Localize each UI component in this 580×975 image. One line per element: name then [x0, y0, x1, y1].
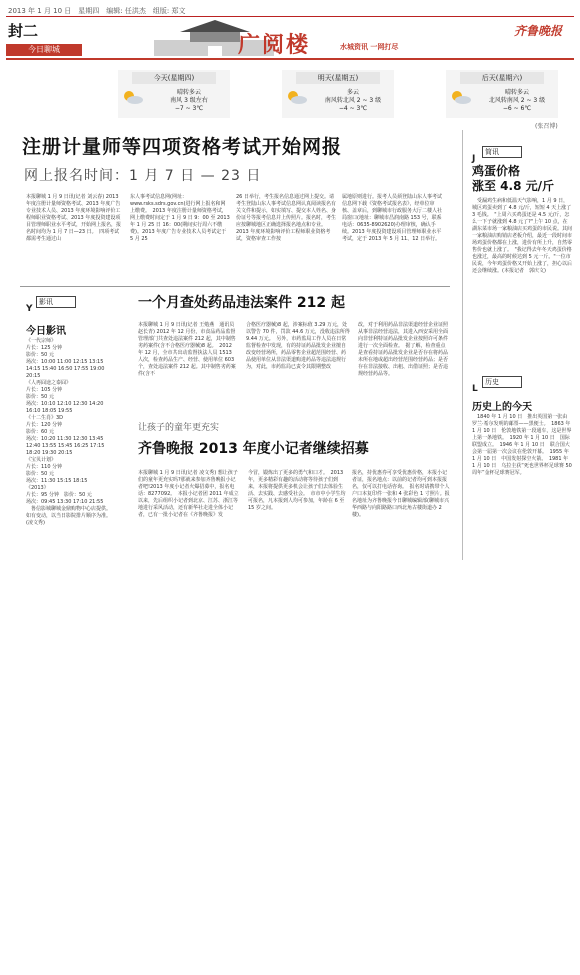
weather-tomorrow — [282, 70, 394, 118]
sun-cloud-icon — [120, 88, 144, 106]
article2-col-3: 改，对于利用药品非法渠道经营企业证照从事非法经营违法，其进入西安采用全面向非营利特证药品批发企业按照许可条件进行一次全面检查。 据了解，检查重点是查看持证药品批发企业是否存在将药品未所在地或超出经营范围经营药品；是否存在非法接收、出租、出借证照；是否违规经营药品等。 — [358, 322, 449, 377]
weather-condition: 晴转多云 — [504, 89, 529, 96]
weather-wind: 南风转北风 2 ~ 3 级 — [324, 97, 382, 104]
weather-source: (张召博) — [535, 123, 558, 130]
weather-temp: −6 ~ 6℃ — [502, 105, 532, 112]
banner-slogan: 水城资讯 一网打尽 — [340, 43, 399, 51]
section-letter: J — [472, 154, 476, 164]
article3-kicker: 让孩子的童年更充实 — [138, 423, 220, 433]
weather-today — [118, 70, 230, 118]
section-tag: 影讯 — [36, 296, 76, 308]
lead-headline: 注册计量师等四项资格考试开始网报 — [22, 136, 343, 158]
lead-col-4: 属地原则进行。报考人员须登陆山东人事考试信息网下载《资格考试报名表》，经单位审核、盖章后，到聊城市行政服务大厅二楼人社局窗口(地址：聊城市昌润南路 153 号，联系电话：0635-8902620)办理审核，确认手续。2013 年度投资建设项目管理师职业水平考试，定于 2013 年 5 月 11、12 日举行。 — [342, 194, 443, 242]
banner-title: 广阅楼 — [238, 33, 311, 58]
weather-temp: −4 ~ 3℃ — [338, 105, 368, 112]
weather-desc — [148, 89, 230, 113]
weather-day-label: 后天(星期六) — [460, 72, 544, 84]
page-info-line: 2013 年 1 月 10 日 星期四 编辑: 任洪杰 组版: 郑文 — [8, 7, 186, 15]
sun-cloud-icon — [448, 88, 472, 106]
article3-col-2: 今冒，锻炼出了更多的勇气和口才。 2013 年，更多精彩有趣的活动将等待孩子们到来，本报将提供更多机会让孩子们去体验生活、去实践、去感受社会。 市市中小学生均可报名，凡本报到人均可参加，年龄在 6 至 15 岁之间。 — [248, 470, 346, 511]
weather-condition: 晴转多云 — [176, 89, 201, 96]
section-tag: 历史 — [482, 376, 522, 388]
lead-col-1: 本报聊城 1 月 9 日讯(记者 刘云春) 2013 年度注册计量师资格考试、2013 年度广告专业技术人员、2013 年度环境影响评价工程师职业资格考试、2013 年度投资建设项目管理师职业水平考试，开始网上报名，报名时间均为 1 月 7 日—23 日。 四项考试都需考生通过山 — [26, 194, 122, 242]
article2-col-2: 合格医疗器械)8 起，涉案标值 3.29 万元，处以警告 70 件，罚款 44.6 万元，没收违法所得 9.44 万元。 另外，市药监局工作人员在日常监督检查中发现，有的持证药品批发企业擅自改变经营场所，药品零售企业超范围经营、药品使用单位从非法渠道购进药品等违法违规行为，对此，市药监局已责令其限期整改 — [246, 322, 350, 370]
history-body: 1840 年 1 月 10 日 推出英国第一张由罗兰·希尔发明的邮票——黑便士。 1863 年 1 月 10 日 伦敦地铁第一段通车，这是世界上第一条地铁。 1920 年 1 月 10 日 国际联盟成立。 1946 年 1 月 10 日 联合国大会第一届第一次会议在伦敦开幕。 1955 年 1 月 10 日 中国发射探空火箭。 1981 年 1 月 10 日 乌拉圭获“死也世界杯足球赛 50 周年”金杯足球赛冠军。 — [472, 414, 572, 476]
section-tag: 今日聊城 — [6, 44, 82, 56]
article3-col-3: 报名，持优惠券可享受优惠价格，本报小记者证，报名地点：以前的记者均可到本报报名，仅可以打电话咨询。 报名时请携带个人户口本复印件一张和 4 张彩色 1 寸照片。报名地址为齐鲁晚报今日聊城编辑部(聊城市兴华西路与向阳路路口西北角古楼街道办 2 楼)。 — [352, 470, 450, 518]
section-divider — [20, 286, 450, 287]
article3-col-1: 本报聊城 1 月 9 日讯(记者 凌文秀) 想让孩子们的童年更充实吗?那就来参加齐鲁晚报小记者吧!2013 年度小记者火爆招募中，报名电话：8277092。 本报小记者团 2011 年成立以来，先后组织小记者到北京、江苏、浙江等地进行采风活动，还有新华社走进全体小记者，已有一批小记者在《齐鲁晚报》发 — [138, 470, 239, 518]
egg-price-body: 受漏鸡生病和低温天气影响，1 月 9 日，城区鸡蛋卖到了 4.8 元/斤，短短 4 天上涨了 3 毛钱。 "上周六买鸡蛋还是 4.5 元/斤，怎么一下子就涨到 4.8 元了?"上午 10 点，在湖东菜市场一家粮油店买鸡蛋的市民说。其间一家粮油店购销店老板介绍，最近一段时间市场鸡蛋价格都在上涨，进价有所上升，自然零售价也就上涨了。 "我记得去年冬天鸡蛋价格也涨过，最高的时候达到 5 元一斤。"一位市民说，今年鸡蛋价格又开始上涨了，担心以后还会继续涨。(本报记者 郭庆文) — [472, 198, 573, 274]
page-name: 封二 — [8, 22, 39, 40]
weather-day-label: 明天(星期五) — [296, 72, 380, 84]
weather-wind: 南风 3 级左右 — [170, 97, 208, 104]
section-tag: 简讯 — [482, 146, 522, 158]
brief-section-label — [472, 146, 522, 164]
cinema-listings: 《一代宗师》 片长：125 分钟 影价：50 元 场次：10:00 11:00 12:15 13:15 14:15 15:40 16:50 17:55 19:00 20:15 《人再囧途之泰囧》 片长：105 分钟 影价：50 元 场次：10:10 12:10 12:30 14:20 16:10 18:05 19:55 《十二生肖》3D 片长：120 分钟 影价：60 元 场次：10:20 11:30 12:30 13:45 12:40 13:55 15:45 16:25 17:15 18:20 19:30 20:15 《宝贝计划》 片长：110 分钟 影价：50 元 场次：11:30 15:15 18:15 《2013》 片长：95 分钟 影价：50 元 场次：09:45 13:30 17:10 21:55 鲁信影城聊城金鼎购物中心店提供。如有变动，以当日影院排片顺序为准。 (凌文秀) — [26, 338, 112, 526]
weather-day-after — [446, 70, 558, 118]
column-divider — [462, 130, 463, 560]
section-letter: Y — [26, 304, 33, 314]
article3-headline: 齐鲁晚报 2013 年度小记者继续招募 — [138, 441, 369, 457]
section-letter: L — [472, 384, 478, 394]
header-bottom-rule — [6, 58, 574, 60]
weather-desc — [476, 89, 558, 113]
egg-price-headline: 鸡蛋价格 涨至 4.8 元/斤 — [472, 164, 554, 193]
history-section-label — [472, 376, 522, 394]
weather-desc — [312, 89, 394, 113]
sun-cloud-icon — [284, 88, 308, 106]
newspaper-logo: 齐鲁晚报 — [514, 24, 563, 38]
weather-wind: 北风转南风 2 ~ 3 级 — [488, 97, 546, 104]
article2-headline: 一个月查处药品违法案件 212 起 — [138, 295, 345, 311]
lead-col-2: 东人事考试信息网(网址：www.rsks.sdrs.gov.cn)进行网上报名和网上缴费。 2013 年度注册计量师资格考试，网上缴费时间定于 1 月 9 日 9：00 至 2013 年 1 月 25 日 16：00(期间实行周六不缴费)。2013 年度广告专业技术人员考试定于 5 月 25 — [130, 194, 230, 242]
weather-condition: 多云 — [346, 89, 359, 96]
history-title: 历史上的今天 — [472, 402, 532, 413]
lead-col-3: 26 日举行，考生报名信息通过网上提交。请考生登陆山东人事考试信息网认真阅读报名有关文件和提示，如实填写、提交本人姓名、身份证号等报考信息并上传照片。报名时，考生应按聊城地区正确选择报名地点和专业。 2013 年度环境影响评价工程师职业资格考试，资格审查工作按 — [236, 194, 337, 242]
weather-day-label: 今天(星期四) — [132, 72, 216, 84]
header-divider — [6, 16, 574, 17]
weather-temp: −7 ~ 3℃ — [174, 105, 204, 112]
article2-col-1: 本报聊城 1 月 9 日讯(记者 王勉燕 通讯员 赵长青) 2012 年 12 月份，市食品药品监督管理部门共查处违法案件 212 起，其中制售劣药案件(含不合格医疗器械)8 起。 2012 年 12 月，全市共出动监督执法人员 1513 人次，检查药品生产、经营、使用单位 603 个，查处违法案件 212 起。其中制售劣药案件(含不 — [138, 322, 236, 377]
cinema-section-label — [26, 296, 76, 314]
lead-subheadline: 网上报名时间：1 月 7 日 — 23 日 — [24, 168, 262, 184]
cinema-title: 今日影讯 — [26, 326, 66, 337]
